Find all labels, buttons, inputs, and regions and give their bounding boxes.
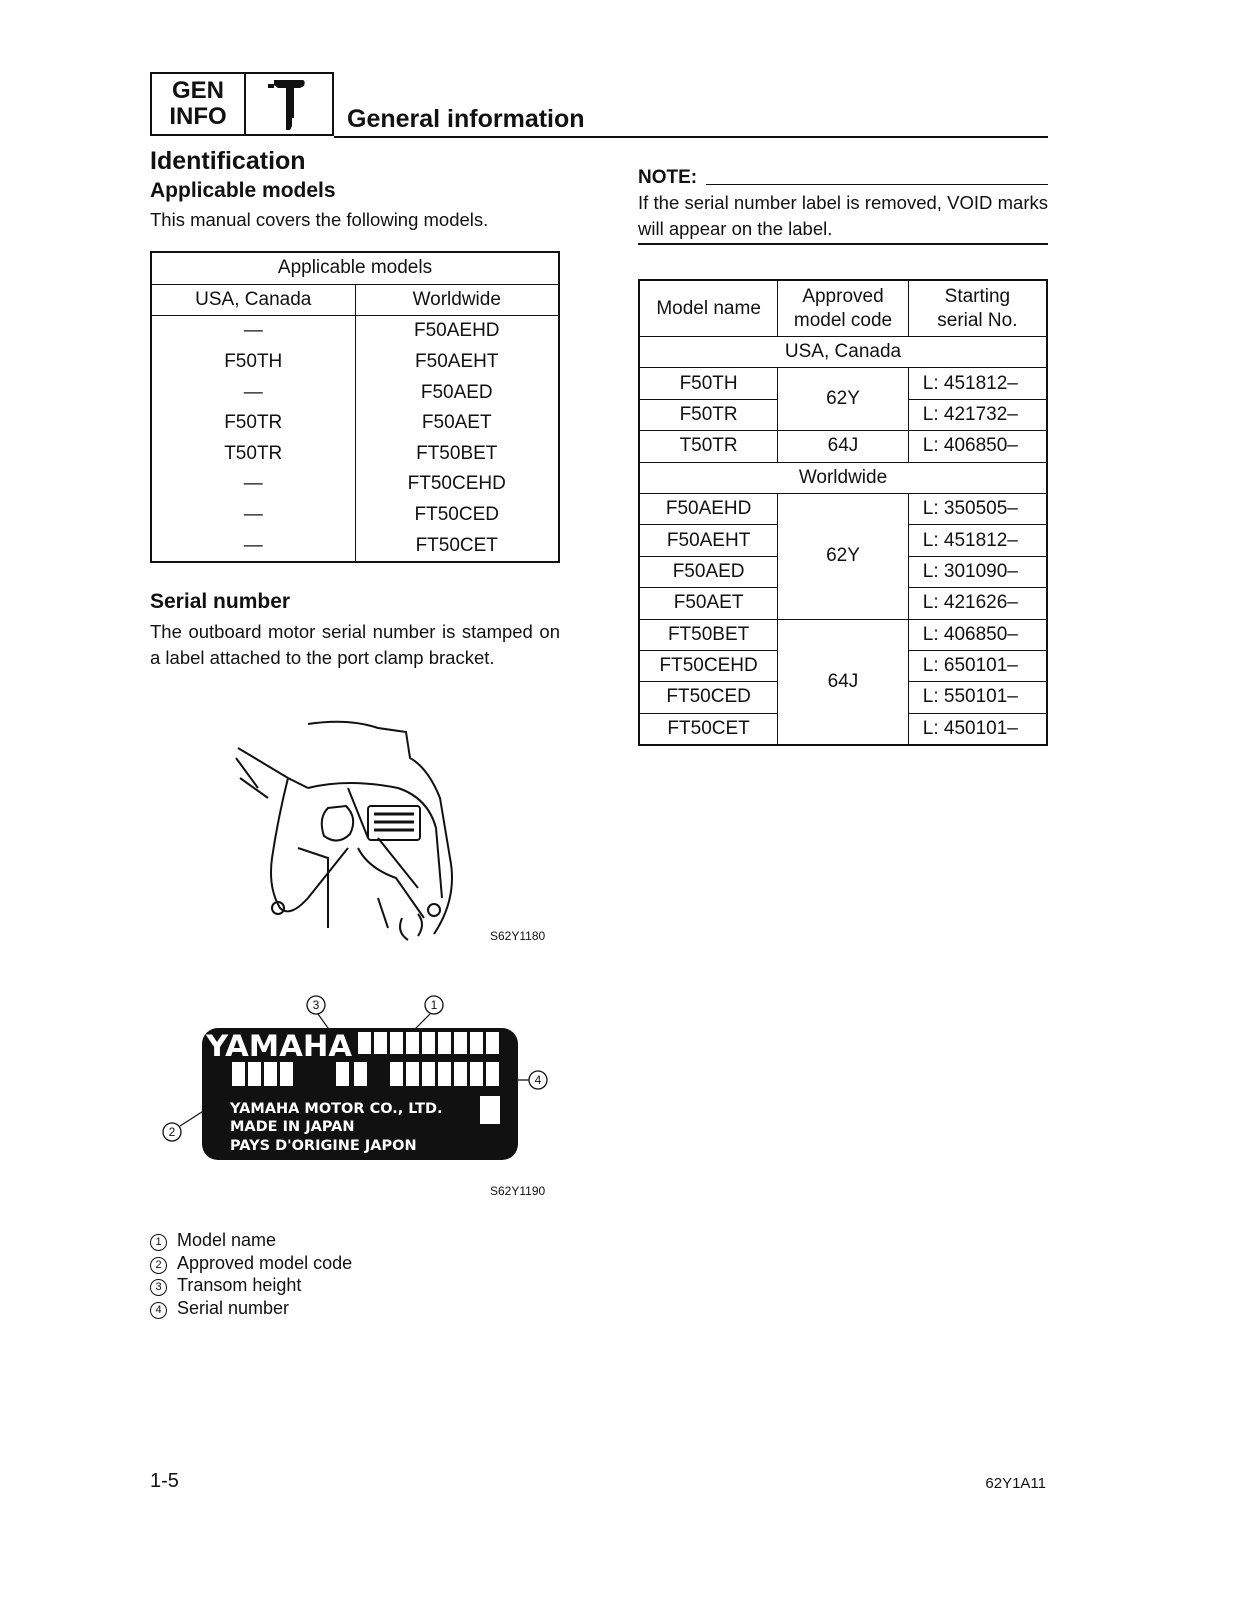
table-row [151, 469, 559, 500]
worldwide-cell: FT50CET [355, 530, 559, 562]
table-row [151, 347, 559, 378]
legend-text: Model name [177, 1230, 277, 1250]
table-row [151, 316, 559, 347]
label-line-1: YAMAHA MOTOR CO., LTD. [230, 1101, 443, 1117]
table-caption: Applicable models [151, 252, 559, 284]
table-row [639, 619, 1047, 650]
gen-info-label [152, 74, 246, 134]
label-brand: YAMAHA [204, 1029, 353, 1063]
model-cell: FT50CED [639, 682, 778, 713]
gen-text: GEN [171, 77, 224, 104]
usa-cell: — [243, 534, 263, 556]
usa-cell: F50TH [224, 351, 283, 373]
serial-cell: L: 550101– [908, 682, 1047, 713]
callout-2: 2 [168, 1125, 176, 1139]
worldwide-cell: F50AET [355, 408, 559, 439]
model-cell: F50AET [639, 588, 778, 619]
serial-cell: L: 421626– [908, 588, 1047, 619]
callout-1: 1 [430, 998, 438, 1012]
clamp-bracket-illustration [228, 718, 468, 944]
table-row [639, 493, 1047, 524]
table-row [151, 439, 559, 470]
serial-label-illustration [158, 992, 558, 1162]
model-cell: F50AED [639, 556, 778, 587]
callout-4: 4 [534, 1073, 542, 1087]
page-title: General information [347, 105, 585, 133]
section-title: Identification [150, 147, 306, 175]
worldwide-cell: FT50BET [355, 439, 559, 470]
note-rule [706, 184, 1048, 185]
worldwide-cell: F50AEHD [355, 316, 559, 347]
serial-cell: L: 451812– [908, 525, 1047, 556]
table-row [639, 431, 1047, 462]
figure-code: S62Y1190 [490, 1184, 546, 1198]
applicable-models-table [150, 251, 560, 563]
outboard-motor-icon [248, 74, 332, 134]
serial-cell: L: 406850– [908, 431, 1047, 462]
col-header-serial [908, 280, 1047, 337]
applicable-models-heading: Applicable models [150, 179, 336, 202]
header-line: model code [793, 309, 893, 331]
usa-cell: — [243, 504, 263, 526]
table-row [639, 368, 1047, 399]
model-cell: F50AEHT [639, 525, 778, 556]
serial-cell: L: 650101– [908, 650, 1047, 681]
document-code: 62Y1A11 [985, 1475, 1046, 1492]
code-cell: 62Y [778, 493, 909, 619]
header-rule [334, 136, 1048, 138]
legend-item [150, 1230, 276, 1251]
legend-text: Serial number [177, 1298, 290, 1318]
col-header-code [778, 280, 909, 337]
table-row [151, 408, 559, 439]
legend-text: Approved model code [177, 1253, 353, 1273]
usa-cell: T50TR [224, 442, 283, 464]
model-cell: FT50CET [639, 713, 778, 745]
serial-cell: L: 406850– [908, 619, 1047, 650]
code-cell: 62Y [778, 368, 909, 431]
serial-number-text: The outboard motor serial number is stamped on a label attached to the port clamp bracket. [150, 621, 560, 668]
group-usa: USA, Canada [639, 337, 1047, 368]
legend-item [150, 1275, 301, 1296]
legend-text: Transom height [177, 1275, 302, 1295]
serial-number-heading: Serial number [150, 590, 291, 613]
note-label: NOTE: [638, 167, 698, 188]
serial-cell: L: 350505– [908, 493, 1047, 524]
usa-cell: — [243, 473, 263, 495]
serial-cell: L: 301090– [908, 556, 1047, 587]
legend-item [150, 1253, 352, 1274]
label-line-2: MADE IN JAPAN [230, 1119, 355, 1135]
callout-3: 3 [312, 998, 320, 1012]
col-header-worldwide: Worldwide [355, 284, 559, 316]
usa-cell: F50TR [224, 412, 283, 434]
info-text: INFO [169, 103, 227, 130]
section-badge [150, 72, 334, 136]
legend-item [150, 1298, 289, 1319]
model-code-table [638, 279, 1048, 746]
worldwide-cell: F50AEHT [355, 347, 559, 378]
model-cell: FT50BET [639, 619, 778, 650]
worldwide-cell: FT50CEHD [355, 469, 559, 500]
group-worldwide: Worldwide [639, 462, 1047, 493]
serial-cell: L: 450101– [908, 713, 1047, 745]
table-row [151, 530, 559, 562]
code-cell: 64J [778, 431, 909, 462]
worldwide-cell: FT50CED [355, 500, 559, 531]
model-cell: F50TH [639, 368, 778, 399]
model-cell: F50AEHD [639, 493, 778, 524]
note-rule [638, 243, 1048, 245]
table-row [151, 500, 559, 531]
code-cell: 64J [778, 619, 909, 745]
model-cell: FT50CEHD [639, 650, 778, 681]
legend-number: 2 [150, 1257, 167, 1274]
usa-cell: — [243, 320, 263, 342]
applicable-intro: This manual covers the following models. [150, 209, 489, 230]
header-line: serial No. [937, 309, 1018, 331]
table-row [151, 377, 559, 408]
serial-cell: L: 421732– [908, 399, 1047, 430]
worldwide-cell: F50AED [355, 377, 559, 408]
col-header-model: Model name [639, 280, 778, 337]
usa-cell: — [243, 381, 263, 403]
col-header-usa: USA, Canada [151, 284, 355, 316]
page-number: 1-5 [150, 1470, 179, 1492]
legend-number: 3 [150, 1279, 167, 1296]
legend-number: 4 [150, 1302, 167, 1319]
model-cell: T50TR [639, 431, 778, 462]
label-line-3: PAYS D'ORIGINE JAPON [230, 1138, 417, 1154]
figure-code: S62Y1180 [490, 929, 546, 943]
serial-cell: L: 451812– [908, 368, 1047, 399]
header-line: Starting [944, 285, 1011, 307]
note-text: If the serial number label is removed, VOID marks will appear on the label. [638, 192, 1048, 239]
model-cell: F50TR [639, 399, 778, 430]
legend-number: 1 [150, 1234, 167, 1251]
header-line: Approved [802, 285, 884, 307]
